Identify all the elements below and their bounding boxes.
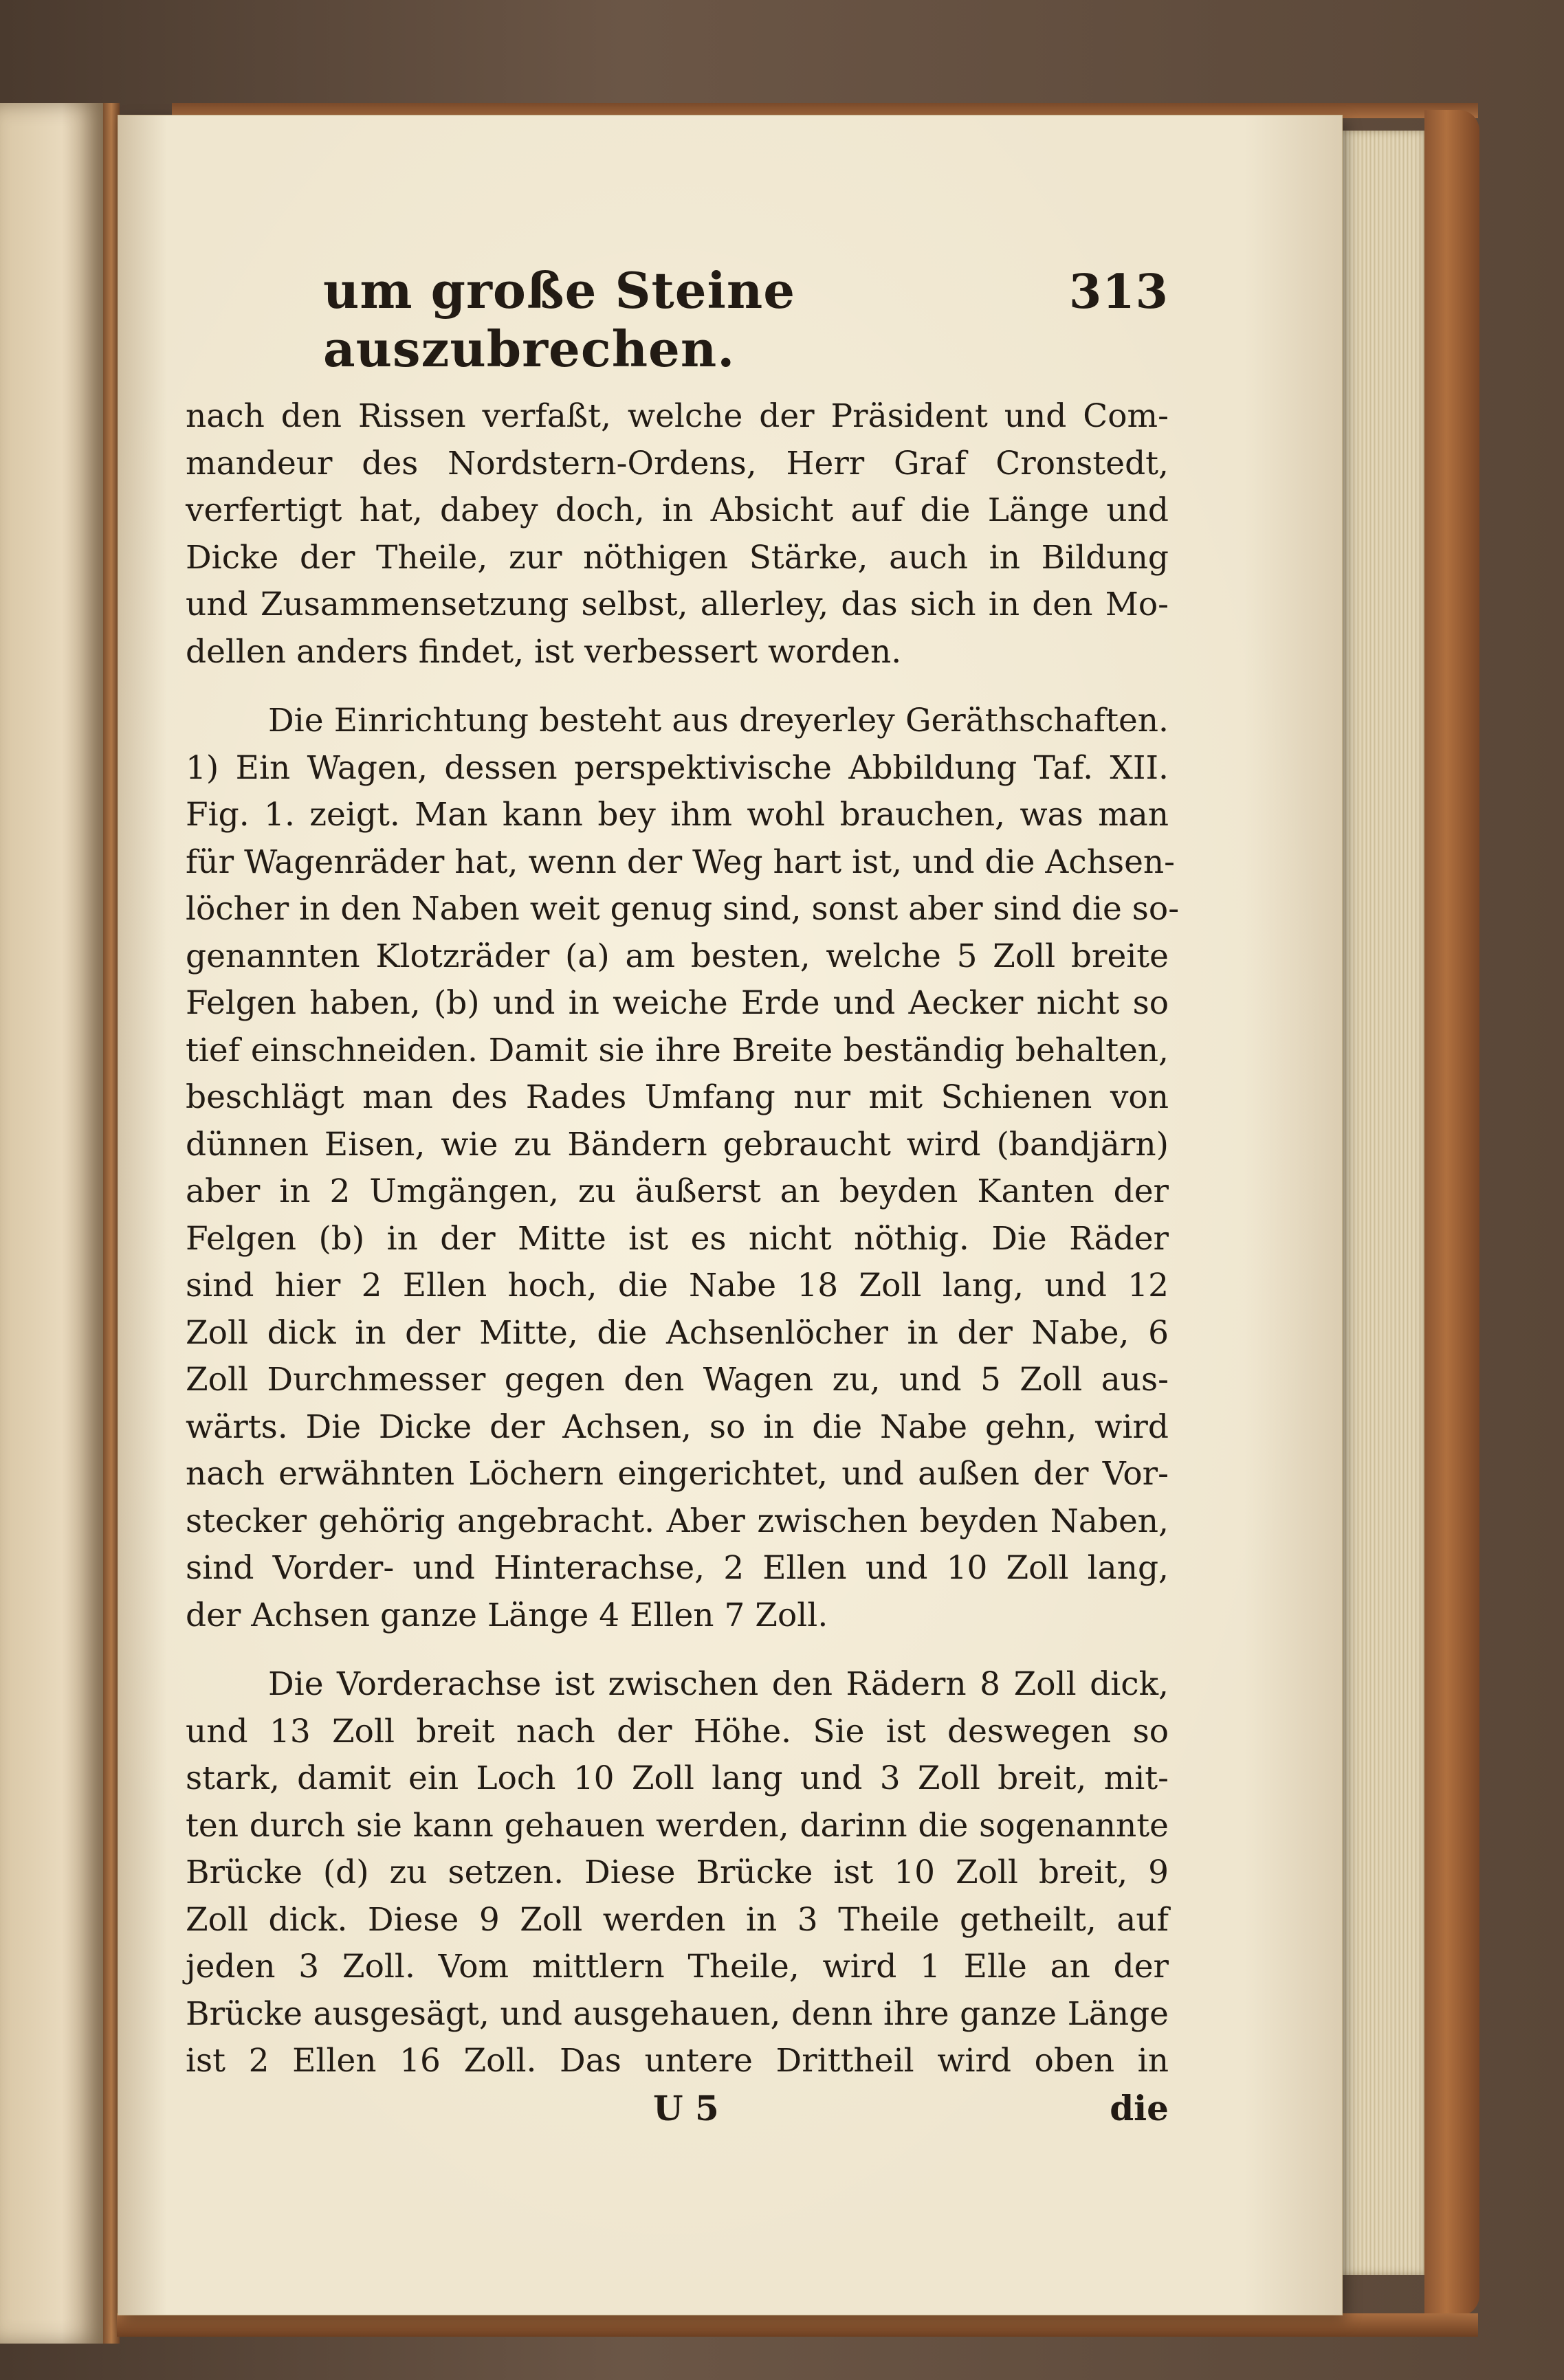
paragraph-2 [186, 698, 1180, 1639]
text-line: beschlägt man des Rades Umfang nur mit Schienen von [186, 1078, 1169, 1116]
text-line: Die Einrichtung besteht aus dreyerley Geräthschaften. [268, 702, 1169, 739]
text-line: stecker gehörig angebracht. Aber zwischen beyden Naben, [186, 1502, 1169, 1540]
signature-mark: U 5 [653, 2087, 719, 2128]
text-line: nach erwähnten Löchern eingerichtet, und außen der Vor- [186, 1455, 1169, 1493]
text-line: Brücke (d) zu setzen. Diese Brücke ist 10 Zoll breit, 9 [186, 1854, 1169, 1891]
left-page-edge [0, 103, 103, 2344]
catchword: die [1110, 2087, 1169, 2128]
text-line: stark, damit ein Loch 10 Zoll lang und 3 Zoll breit, mit- [186, 1759, 1169, 1797]
text-line: löcher in den Naben weit genug sind, sonst aber sind die so- [186, 890, 1180, 928]
text-line: dünnen Eisen, wie zu Bändern gebraucht wird (bandjärn) [186, 1125, 1169, 1164]
text-line: Zoll Durchmesser gegen den Wagen zu, und 5 Zoll aus- [186, 1361, 1169, 1399]
left-cover-edge [103, 103, 120, 2344]
text-line: aber in 2 Umgängen, zu äußerst an beyden Kanten der [186, 1172, 1169, 1210]
text-line: verfertigt hat, dabey doch, in Absicht auf die Länge und [186, 491, 1169, 529]
text-line: Brücke ausgesägt, und ausgehauen, denn ihre ganze Länge [186, 1994, 1169, 2033]
running-header [186, 261, 1169, 378]
text-line: Dicke der Theile, zur nöthigen Stärke, auch in Bildung [186, 538, 1169, 577]
text-line: mandeur des Nordstern-Ordens, Herr Graf Cronstedt, [186, 444, 1169, 482]
page-block-edge [1342, 131, 1424, 2275]
text-line: ten durch sie kann gehauen werden, darinn die sogenannte [186, 1806, 1169, 1845]
page-footer [186, 2085, 1169, 2133]
paragraph-3 [186, 1661, 1169, 2085]
text-line: nach den Rissen verfaßt, welche der Präsident und Com- [186, 397, 1169, 435]
text-line: genannten Klotzräder (a) am besten, welche 5 Zoll breite [186, 937, 1169, 975]
text-line: sind Vorder- und Hinterachse, 2 Ellen und 10 Zoll lang, [186, 1549, 1169, 1587]
text-line: jeden 3 Zoll. Vom mittlern Theile, wird 1 Elle an der [186, 1948, 1169, 1986]
text-line: für Wagenräder hat, wenn der Weg hart ist, und die Achsen- [186, 843, 1176, 881]
text-line: und Zusammensetzung selbst, allerley, das sich in den Mo- [186, 586, 1169, 623]
paragraph-gap [186, 676, 1169, 698]
text-line: und 13 Zoll breit nach der Höhe. Sie ist deswegen so [186, 1712, 1169, 1750]
paragraph-gap [186, 1639, 1169, 1661]
text-line: 1) Ein Wagen, dessen perspektivische Abbildung Taf. XII. [186, 748, 1169, 787]
text-line: wärts. Die Dicke der Achsen, so in die Nabe gehn, wird [186, 1408, 1169, 1446]
text-line: Felgen haben, (b) und in weiche Erde und Aecker nicht so [186, 984, 1169, 1022]
text-line: Fig. 1. zeigt. Man kann bey ihm wohl brauchen, was man [186, 796, 1169, 834]
text-line: Felgen (b) in der Mitte ist es nicht nöthig. Die Räder [186, 1219, 1169, 1258]
text-line: der Achsen ganze Länge 4 Ellen 7 Zoll. [186, 1596, 828, 1634]
running-title: um große Steine auszubrechen. [323, 261, 796, 378]
page-number: 313 [1069, 265, 1169, 320]
text-line: Die Vorderachse ist zwischen den Rädern 8 Zoll dick, [268, 1665, 1169, 1703]
paragraph-1 [186, 393, 1169, 676]
printed-text [186, 261, 1180, 2132]
text-line: sind hier 2 Ellen hoch, die Nabe 18 Zoll lang, und 12 [186, 1267, 1169, 1304]
text-line: tief einschneiden. Damit sie ihre Breite beständig behalten, [186, 1031, 1169, 1069]
text-line: Zoll dick in der Mitte, die Achsenlöcher in der Nabe, 6 [186, 1313, 1169, 1352]
bottom-cover-edge [117, 2313, 1478, 2337]
text-line: ist 2 Ellen 16 Zoll. Das untere Drittheil wird oben in [186, 2042, 1169, 2080]
text-line: Zoll dick. Diese 9 Zoll werden in 3 Theile getheilt, auf [186, 1900, 1169, 1939]
text-line: dellen anders findet, ist verbessert worden. [186, 632, 902, 671]
right-cover-edge [1424, 110, 1479, 2316]
